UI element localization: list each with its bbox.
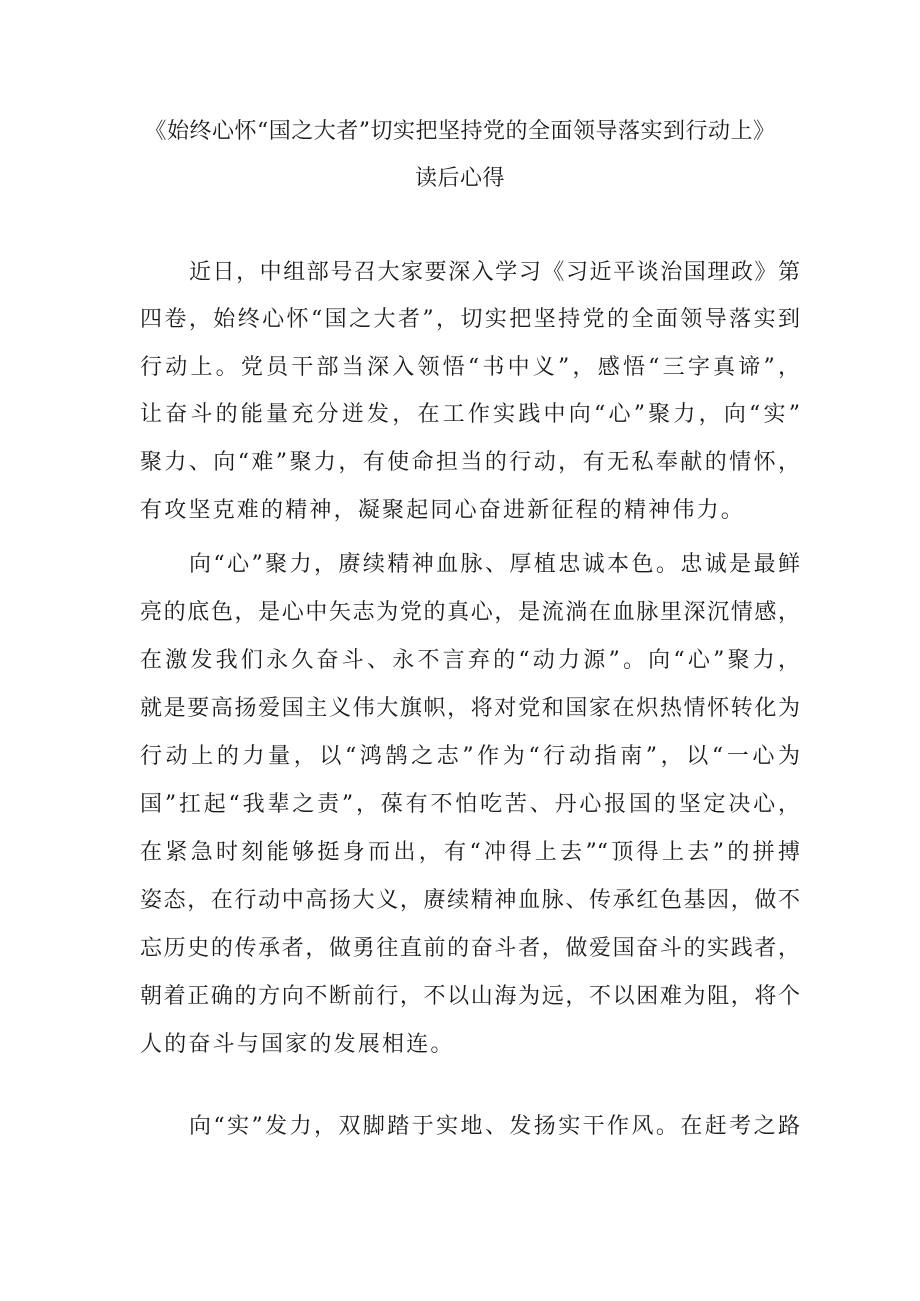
paragraph-1-line-4: 让奋斗的能量充分迸发，在工作实践中向“心”聚力，向“实” <box>140 402 800 427</box>
document-title-line-1: 《始终心怀“国之大者”切实把坚持党的全面领导落实到行动上》 <box>144 119 776 144</box>
paragraph-1-line-6: 有攻坚克难的精神，凝聚起同心奋进新征程的精神伟力。 <box>140 498 746 523</box>
paragraph-2-line-4: 就是要高扬爱国主义伟大旗帜，将对党和国家在炽热情怀转化为 <box>140 696 800 721</box>
paragraph-1-line-1: 近日，中组部号召大家要深入学习《习近平谈治国理政》第 <box>189 260 800 285</box>
paragraph-2-line-1: 向“心”聚力，赓续精神血脉、厚植忠诚本色。忠诚是最鲜 <box>189 552 800 577</box>
paragraph-1-line-3: 行动上。党员干部当深入领悟“书中义”，感悟“三字真谛”， <box>140 355 800 380</box>
paragraph-2-line-8: 姿态，在行动中高扬大义，赓续精神血脉、传承红色基因，做不 <box>140 888 800 913</box>
paragraph-1-line-2: 四卷，始终心怀“国之大者”，切实把坚持党的全面领导落实到 <box>140 307 800 332</box>
paragraph-3-line-1: 向“实”发力，双脚踏于实地、发扬实干作风。在赶考之路 <box>189 1114 800 1139</box>
document-title-line-2: 读后心得 <box>414 166 505 191</box>
paragraph-2-line-7: 在紧急时刻能够挺身而出，有“冲得上去”“顶得上去”的拼搏 <box>140 840 800 865</box>
paragraph-2-line-10: 朝着正确的方向不断前行，不以山海为远，不以困难为阻，将个 <box>140 984 800 1009</box>
paragraph-2-line-6: 国”扛起“我辈之责”，葆有不怕吃苦、丹心报国的坚定决心， <box>140 792 800 817</box>
paragraph-1-line-5: 聚力、向“难”聚力，有使命担当的行动，有无私奉献的情怀， <box>140 450 800 475</box>
paragraph-2-line-11: 人的奋斗与国家的发展相连。 <box>140 1032 455 1057</box>
paragraph-2-line-9: 忘历史的传承者，做勇往直前的奋斗者，做爱国奋斗的实践者， <box>140 936 800 961</box>
paragraph-2-line-2: 亮的底色，是心中矢志为党的真心，是流淌在血脉里深沉情感， <box>140 600 800 625</box>
paragraph-2-line-3: 在激发我们永久奋斗、永不言弃的“动力源”。向“心”聚力， <box>140 648 800 673</box>
paragraph-2-line-5: 行动上的力量，以“鸿鹄之志”作为“行动指南”，以“一心为 <box>140 744 800 769</box>
